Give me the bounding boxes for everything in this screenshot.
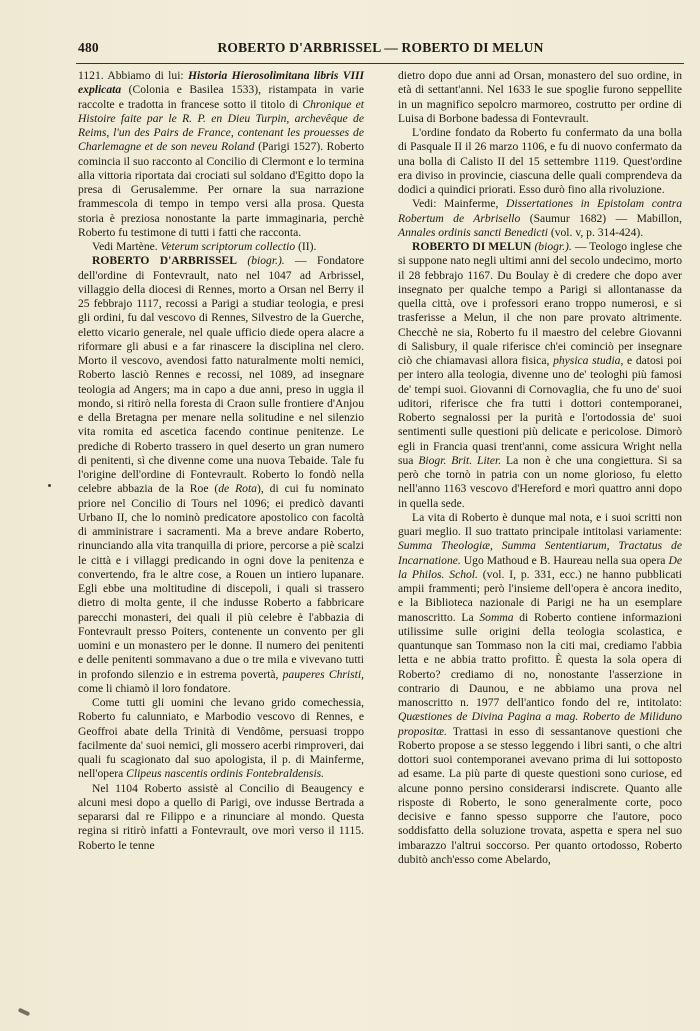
italic-title: Dissertationes in Epistolam contra Robertum de Arbrisello: [398, 197, 683, 225]
italic-title: Somma: [479, 610, 514, 624]
italic-title: Quæstiones de Divina Pagina a mag. Roberto de Miliduno propositæ.: [398, 710, 682, 738]
margin-dot: [48, 484, 51, 487]
right-column: [398, 69, 682, 867]
text-run: (Saumur 1682) — Mabillon,: [520, 211, 682, 225]
text-run: Vedi Martène.: [92, 240, 161, 253]
paragraph-reference: [398, 197, 682, 240]
italic-term: physica studia: [553, 354, 621, 367]
text-run: ), di cui fu nominato priore nel Concilio di Tours nel 1096; ei predicò davanti Urbano II, che lo nominò predicatore apostolico con facoltà di amministrare i sacramenti. Ma a breve andare Roberto, rinunciando alla vita tranquilla di priore, percorse a piè scalzi le città e i villaggi predicando in ogni dove la penitenza e convertendo, fra le altre cose, a Rouen un intiero lupanare. Egli ebbe una moltitudine di discepoli, i quali si trassero dietro di molta gente, il che indusse Roberto a fabbricare parecchi monasteri, dei quali il più celebre è l'abbazia di Fontevrault presso Poiters, contenente un convento per gli uomini e un monastero per le donne. Il numero dei penitenti e delle penitenti sommavano a due o tre mila e vivevano tutti in profondo silenzio e in estrema povertà,: [78, 482, 364, 681]
italic-title: De la Philos. Schol.: [398, 553, 682, 581]
italic-title: Summa Theologiæ, Summa Sententiarum, Tractatus de Incarnatione.: [398, 539, 682, 567]
left-column: [78, 69, 364, 853]
page-header: [78, 40, 683, 60]
paragraph-calumny: [78, 696, 364, 782]
italic-term: de Rota: [218, 482, 257, 496]
paragraph-orsan-burial: [398, 69, 682, 126]
paragraph-beaugency: [78, 782, 364, 853]
text-run: dietro dopo due anni ad Orsan, monastero del suo ordine, in età di settant'anni. Nel 1633 le sue spoglie furono seppellite in un magnifico sepolcro marmoreo, costrutto per ordine di Luisa di Borbone badessa di Fontevrault.: [398, 69, 682, 125]
italic-title: Annales ordinis sancti Benedicti: [398, 225, 548, 239]
header-rule: [76, 63, 684, 64]
text-run: L'ordine fondato da Roberto fu confermato da una bolla di Pasquale II il 26 marzo 1106, e fu di nuovo confermato da una bolla di Calisto II del 15 settembre 1119. Quest'ordine era diviso in provincie, ciascuna delle quali comprendeva da dodici a quindici priorati. Esso durò fino alla rivoluzione.: [398, 126, 682, 196]
entry-roberto-darbrissel: [78, 254, 364, 696]
text-run: (II).: [295, 240, 317, 253]
running-head: ROBERTO D'ARBRISSEL — ROBERTO DI MELUN: [217, 40, 544, 55]
text-run: — Teologo inglese che si suppone nato negli ultimi anni del secolo undecimo, morto il 28 febbrajo 1167. Du Boulay è di credere che dopo aver insegnato per qualche tempo a Parigi si allontanasse da quella città, ove i professori erano troppo numerosi, e si trasferisse a Melun, il che non pare provato altrimente. Checchè ne sia, Roberto fu il maestro del celebre Giovanni di Salisbury, il quale riferisce ch'ei cominciò per insegnare ciò che chiamavasi allora fisica,: [398, 240, 683, 367]
text-run: La non è che una congiettura. Si sa però che tornò in patria con un nome glorioso, fu eletto nell'anno 1163 vescovo d'Hereford e morì quattro anni dopo in quella sede.: [398, 453, 683, 510]
italic-title: Clipeus nascentis ordinis Fontebraldensis.: [126, 767, 325, 781]
italic-title: Chronique et Histoire faite par le R. P. en Dieu Turpin, archevêque de Reims, l'un des Pairs de France, contenant les prouesses de Charlemagne et de son neveu Roland: [78, 97, 364, 154]
text-run: Trattasi in esso di sessantanove questioni che Roberto propose a se stesso leggendo i libri santi, o che altri dottori suoi contemporanei avevano prima di lui sottoposto ad esame. La più parte di queste questioni sono curiose, ed alcune ponno persino considerarsi indiscrete. Quanto alle risposte di Roberto, le sono generalmente corte, poco decisive e fanno spesso supporre che l'autore, poco soddisfatto della soluzione trovata, aspetta e spera nel suo imbarazzo l'altrui soccorso. Per quanto ortodosso, Roberto dubitò anch'esso come Abelardo,: [398, 724, 682, 866]
text-run: , come li chiamò il loro fondatore.: [78, 667, 364, 695]
paragraph-reference: [78, 240, 364, 254]
text-run: La vita di Roberto è dunque mal nota, e i suoi scritti non guari meglio. Il suo trattato principale intitolasi variamente:: [398, 510, 682, 538]
entry-roberto-di-melun: [398, 240, 682, 511]
paragraph-turpin-chronicle: [78, 69, 364, 240]
text-run: (vol. I, p. 331, ecc.) ne hanno pubblicati ampii frammenti; però l'insieme dell'opera è ancora inedito, e la Biblioteca nazionale di Parigi ne ha un esemplare manoscritto. La: [398, 567, 683, 624]
italic-term: pauperes Christi: [282, 667, 362, 681]
italic-title: Veterum scriptorum collectio: [160, 240, 296, 253]
text-run: Vedi: Mainferme,: [412, 197, 507, 211]
entry-category: (biogr.).: [237, 254, 285, 268]
entry-headword: ROBERTO D'ARBRISSEL: [92, 254, 238, 268]
text-run: Ugo Mathoud e B. Haureau nella sua opera: [460, 553, 669, 567]
corner-smudge: [18, 1008, 31, 1017]
text-run: — Fondatore dell'ordine di Fontevrault, nato nel 1047 ad Arbrissel, villaggio della diocesi di Rennes, morto a Orsan nel Berry il 25 febbrajo 1117, recossi a Parigi a studiar teologia, e presi gli ordini, fu dal vescovo di Rennes, Silvestro de la Guerche, eletto vicario generale, nel quale ufficio diede opera alacre a riformare gli abusi e a far rinascere la disciplina nel clero. Morto il vescovo, avendosi fatto naturalmente molti nemici, Roberto lasciò Rennes e recossi, nel 1089, ad insegnare teologia ad Angers; ma in capo a due anni, preso in uggia il mondo, si ritirò nella foresta di Craon sulle frontiere d'Anjou e della Bretagna per menare nella solitudine e nel silenzio vita romita ed ascetica facendo continue penitenze. Le prediche di Roberto trassero in quel deserto un gran numero di penitenti, sì che divenne come una nuova Tebaide. Tale fu l'origine dell'ordine di Fontevrault. Roberto lo fondò nella celebre abbazia de la Roe (: [78, 254, 364, 496]
text-run: Come tutti gli uomini che levano grido comechessia, Roberto fu calunniato, e Marbodio vescovo di Rennes, e Geoffroi abate della Trinità di Vendôme, persuasi troppo facilmente da' suoi nemici, gli mossero acerbi rimproveri, dai quali fu scagionato dal suo apologista, il p. di Mainferme, nell'opera: [78, 696, 364, 781]
paragraph-order-confirmation: [398, 126, 682, 197]
text-run: (Colonia e Basilea 1533), ristampata in varie raccolte e tradotta in francese sotto il titolo di: [78, 83, 364, 111]
text-run: 1121. Abbiamo di lui:: [78, 69, 188, 82]
text-run: (Parigi 1527). Roberto comincia il suo racconto al Concilio di Clermont e lo termina alla vittoria riportata dai crociati sul soldano d'Egitto dopo la presa di Gerusalemme. Per ornare la sua narrazione frammescola di tempo in tempo versi alla prosa. Questa storia è preziosa nonostante la parte immaginaria, perchè Roberto fu testimone di tutti i fatti che racconta.: [78, 140, 364, 239]
text-run: di Roberto contiene informazioni utilissime sulle origini della teologia scolastica, e quantunque san Tommaso non la citi mai, crediamo l'abbia letta e ne abbia tratto profitto. È questa la sola opera di Roberto? crediamo di no, nonostante l'asserzione in contrario di Daunou, e ne abbiamo una prova nel manoscritto n. 1977 dell'antico fondo del re, intitolato:: [398, 610, 682, 709]
italic-title: Historia Hierosolimitana libris VIII explicata: [78, 69, 364, 97]
italic-title: Biogr. Brit. Liter.: [418, 453, 502, 467]
text-run: , e datosi poi per intero alla teologia, divenne uno de' teologhi più famosi de' tempi suoi. Giovanni di Cornovaglia, che fu uno de' suoi uditori, riferisce che fra tutti i dottori contemporanei, Roberto segnalossi per la purità e l'ortodossia de' suoi sentimenti sulle questioni più delicate e pericolose. Dimorò egli in Francia quasi trent'anni, come assicura Wright nella sua: [398, 354, 682, 467]
paragraph-summa-theologiae: [398, 511, 682, 867]
text-run: (vol. v, p. 314-424).: [547, 225, 644, 239]
page-number: 480: [78, 40, 99, 55]
entry-headword: ROBERTO DI MELUN: [412, 240, 532, 253]
entry-category: (biogr.).: [531, 240, 572, 253]
text-run: Nel 1104 Roberto assistè al Concilio di Beaugency e alcuni mesi dopo a quello di Parigi, ove indusse Bertrada a separarsi dal re Filippo e a rinunciare al mondo. Questa regina si ritirò infatti a Fontevrault, ove morì verso il 1115. Roberto le tenne: [78, 781, 364, 852]
